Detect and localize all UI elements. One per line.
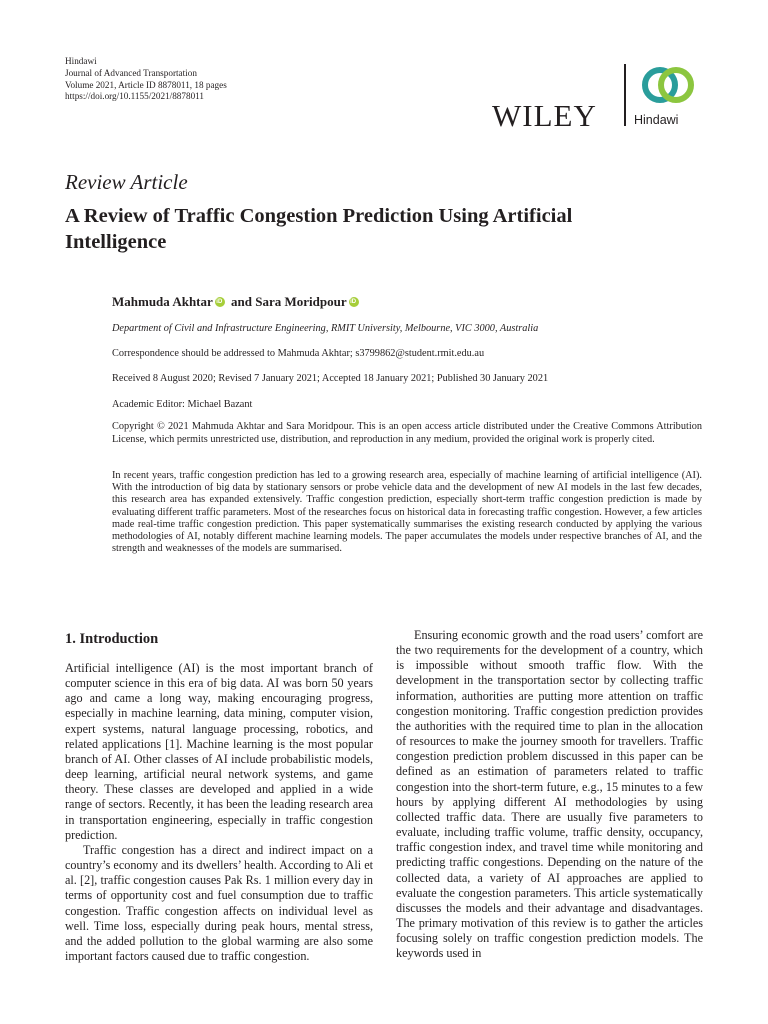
publisher-logos	[492, 62, 714, 133]
volume-info: Volume 2021, Article ID 8878011, 18 pages	[65, 79, 227, 90]
body-paragraph: Ensuring economic growth and the road users’ comfort are the two requirements for the development of a country, which is impossible without smooth traffic flow. With the development in the transportation sector by collecting traffic information, authorities are putting more attention on traffic congestion monitoring. Traffic congestion prediction provides the authorities with the required time to plan in the allocation of resources to make the journey smooth for travellers. Traffic congestion prediction problem discussed in this paper can be defined as an estimation of parameters related to traffic congestion into the short-term future, e.g., 15 minutes to a few hours by applying different AI methodologies by using collected traffic data. There are usually five parameters to evaluate, including traffic volume, traffic density, occupancy, traffic congestion index, and travel time while monitoring and predicting traffic congestions. Depending on the nature of the collected data, a variety of AI approaches are applied to evaluate the congestion parameters. This article systematically discusses the models and their advantage and disadvantages. The primary motivation of this review is to gather the articles focusing solely on traffic congestion prediction models. The keywords used in	[396, 628, 703, 961]
author-name[interactable]: Mahmuda Akhtar	[112, 294, 213, 309]
body-paragraph: Artificial intelligence (AI) is the most important branch of computer science in this era of big data. AI was born 50 years ago and came a long way, making encouraging progress, especially in machine learning, data mining, computer vision, expert systems, natural language processing, robotics, and related applications [1]. Machine learning is the most popular branch of AI. Other classes of AI include probabilistic models, deep learning, artificial neural network systems, and game theory. These classes are developed and applied in a wide range of sectors. Recently, it has been the leading research area in transportation engineering, especially in traffic congestion prediction.	[65, 661, 373, 842]
publisher-name: Hindawi	[65, 56, 97, 66]
orcid-icon[interactable]	[349, 297, 359, 307]
journal-header	[65, 56, 227, 103]
publication-dates: Received 8 August 2020; Revised 7 January 2021; Accepted 18 January 2021; Published 30 January 2021	[112, 373, 549, 384]
body-column-right	[396, 628, 703, 961]
article-type: Review Article	[65, 170, 188, 194]
hindawi-logo-icon	[639, 62, 697, 108]
doi-link[interactable]: https://doi.org/10.1155/2021/8878011	[65, 91, 205, 102]
body-paragraph: Traffic congestion has a direct and indirect impact on a country’s economy and its dwellers’ health. According to Ali et al. [2], traffic congestion causes Pak Rs. 1 million every day in terms of opportunity cost and fuel consumption due to traffic congestion. Traffic congestion affects on individual level as well. Time loss, especially during peak hours, mental stress, and the added pollution to the global warming are also some important factors caused due to traffic congestion.	[65, 842, 373, 963]
affiliation: Department of Civil and Infrastructure Engineering, RMIT University, Melbourne, VIC 3000, Australia	[112, 323, 539, 334]
body-column-left	[65, 630, 373, 964]
correspondence: Correspondence should be addressed to Mahmuda Akhtar; s3799862@student.rmit.edu.au	[112, 348, 485, 359]
author-name[interactable]: Sara Moridpour	[255, 294, 347, 309]
academic-editor: Academic Editor: Michael Bazant	[112, 399, 253, 410]
logo-divider	[624, 64, 626, 126]
author-separator: and	[231, 294, 252, 309]
author-list	[112, 294, 362, 310]
journal-name: Journal of Advanced Transportation	[65, 67, 197, 78]
article-title: A Review of Traffic Congestion Prediction Using Artificial Intelligence	[65, 205, 573, 253]
section-heading: 1. Introduction	[65, 631, 159, 647]
orcid-icon[interactable]	[215, 297, 225, 307]
hindawi-logo-text: Hindawi	[634, 113, 679, 127]
abstract: In recent years, traffic congestion prediction has led to a growing research area, especially of machine learning of artificial intelligence (AI). With the introduction of big data by stationary sensors or probe vehicle data and the development of new AI models in the last few decades, this research area has expanded extensively. Traffic congestion prediction, especially short-term traffic congestion prediction is made by evaluating different traffic parameters. Most of the researches focus on historical data in forecasting traffic congestion. However, a few articles made real-time traffic congestion prediction. This paper systematically summarises the existing research conducted by applying the various methodologies of AI, notably different machine learning models. The paper accumulates the models under respective branches of AI, and the strength and weaknesses of the models are summarised.	[112, 470, 702, 555]
copyright-notice: Copyright © 2021 Mahmuda Akhtar and Sara Moridpour. This is an open access article distributed under the Creative Commons Attribution License, which permits unrestricted use, distribution, and reproduction in any medium, provided the original work is properly cited.	[112, 421, 702, 445]
wiley-logo: WILEY	[492, 98, 597, 133]
